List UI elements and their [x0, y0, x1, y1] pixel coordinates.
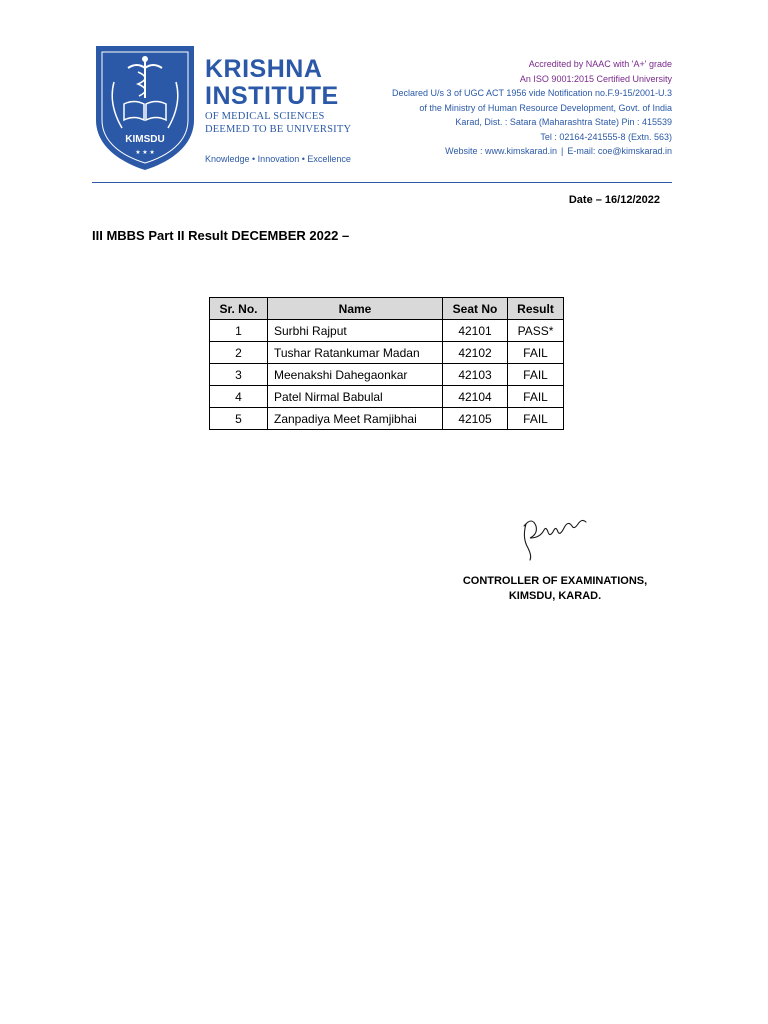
cell-result: FAIL	[508, 364, 564, 386]
cell-result: FAIL	[508, 408, 564, 430]
institute-name-line1: KRISHNA	[205, 55, 323, 83]
institute-info	[392, 57, 672, 159]
crest-label: KIMSDU	[125, 134, 165, 145]
cell-sr-no: 1	[210, 320, 268, 342]
accreditation-text: Accredited by NAAC with 'A+' grade	[528, 59, 672, 69]
header-seat-no: Seat No	[443, 298, 508, 320]
header-sr-no: Sr. No.	[210, 298, 268, 320]
cell-sr-no: 3	[210, 364, 268, 386]
cell-name: Surbhi Rajput	[268, 320, 443, 342]
institute-subtitle-line2: DEEMED TO BE UNIVERSITY	[205, 124, 352, 135]
signatory-block	[430, 574, 680, 604]
kimsdu-crest-logo	[92, 42, 198, 172]
telephone-text: Tel : 02164-241555-8 (Extn. 563)	[540, 131, 672, 142]
cell-sr-no: 5	[210, 408, 268, 430]
svg-text:★ ★ ★: ★ ★ ★	[135, 150, 155, 156]
table-row	[210, 320, 564, 342]
cell-name: Meenakshi Dahegaonkar	[268, 364, 443, 386]
declared-line1: Declared U/s 3 of UGC ACT 1956 vide Notification no.F.9-15/2001-U.3	[392, 88, 672, 98]
institute-tagline: Knowledge • Innovation • Excellence	[205, 154, 351, 164]
institute-subtitle-line1: OF MEDICAL SCIENCES	[205, 111, 325, 122]
email-link[interactable]: E-mail: coe@kimskarad.in	[567, 146, 672, 156]
signatory-place: KIMSDU, KARAD.	[508, 590, 602, 602]
cell-result: FAIL	[508, 386, 564, 408]
result-heading: III MBBS Part II Result DECEMBER 2022 –	[92, 228, 350, 243]
table-row	[210, 408, 564, 430]
cell-seat-no: 42103	[443, 364, 508, 386]
cell-name: Tushar Ratankumar Madan	[268, 342, 443, 364]
iso-text: An ISO 9001:2015 Certified University	[519, 73, 672, 84]
header-result: Result	[508, 298, 564, 320]
table-row	[210, 342, 564, 364]
institute-name-line2: INSTITUTE	[205, 82, 339, 110]
contact-line	[392, 144, 672, 159]
declared-line2: of the Ministry of Human Resource Development, Govt. of India	[419, 102, 672, 113]
cell-sr-no: 4	[210, 386, 268, 408]
controller-signature	[518, 512, 588, 562]
cell-name: Patel Nirmal Babulal	[268, 386, 443, 408]
cell-result: FAIL	[508, 342, 564, 364]
website-link[interactable]: Website : www.kimskarad.in	[445, 146, 557, 156]
header-divider	[92, 182, 672, 183]
contact-separator: |	[560, 146, 564, 156]
institute-name	[205, 56, 339, 110]
cell-seat-no: 42101	[443, 320, 508, 342]
institute-subtitle	[205, 110, 351, 136]
cell-seat-no: 42105	[443, 408, 508, 430]
table-row	[210, 364, 564, 386]
cell-seat-no: 42104	[443, 386, 508, 408]
result-table	[209, 297, 564, 430]
address-text: Karad, Dist. : Satara (Maharashtra State) Pin : 415539	[455, 117, 672, 127]
cell-result: PASS*	[508, 320, 564, 342]
table-header-row	[210, 298, 564, 320]
document-date: Date – 16/12/2022	[568, 194, 660, 206]
cell-name: Zanpadiya Meet Ramjibhai	[268, 408, 443, 430]
cell-sr-no: 2	[210, 342, 268, 364]
signatory-title: CONTROLLER OF EXAMINATIONS,	[462, 575, 648, 587]
header-name: Name	[268, 298, 443, 320]
cell-seat-no: 42102	[443, 342, 508, 364]
table-row	[210, 386, 564, 408]
